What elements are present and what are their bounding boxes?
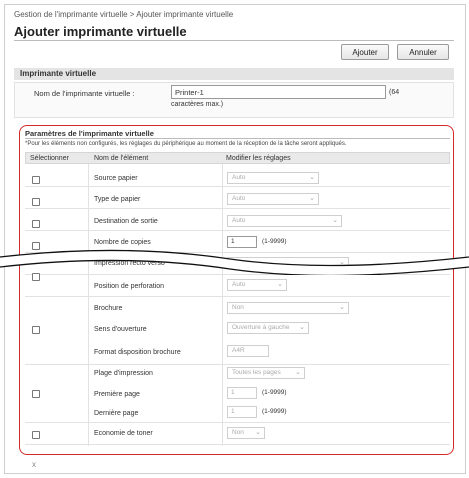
select-checkbox[interactable] [32,176,40,184]
copies-input[interactable]: 1 [227,236,257,248]
title-divider [14,40,454,41]
col-item-name: Nom de l'élément [94,155,149,162]
last-page-input[interactable]: 1 [227,406,257,418]
select-value: Non [232,304,244,311]
select-checkbox[interactable] [32,390,40,398]
printer-name-hint: (64 [389,89,400,96]
item-label: Plage d'impression [94,370,153,377]
item-label: Format disposition brochure [94,349,181,356]
chevron-down-icon: ⌄ [295,369,301,376]
chevron-down-icon: ⌄ [309,195,315,202]
page-title: Ajouter imprimante virtuelle [14,24,187,39]
item-label: Source papier [94,175,138,182]
chevron-down-icon: ⌄ [339,304,345,311]
select-value: Ouverture à gauche [232,324,290,331]
select-value: Toutes les pages [232,369,281,376]
chevron-down-icon: ⌄ [309,174,315,181]
chevron-down-icon: ⌄ [299,324,305,331]
printer-name-label: Nom de l'imprimante virtuelle : [34,89,135,98]
select-checkbox[interactable] [32,198,40,206]
item-label: Première page [94,391,140,398]
select-value: Non [232,429,244,436]
chevron-down-icon: ⌄ [277,281,283,288]
select-value: Auto [232,174,246,181]
breadcrumb[interactable]: Gestion de l'imprimante virtuelle > Ajouter imprimante virtuelle [14,10,234,19]
setting-select[interactable] [227,172,319,184]
chevron-down-icon: ⌄ [332,217,338,224]
col-select: Sélectionner [30,155,69,162]
item-label: Sens d'ouverture [94,326,147,333]
table-header [25,152,450,164]
item-label: Economie de toner [94,430,153,437]
select-checkbox[interactable] [32,431,40,439]
add-button[interactable]: Ajouter [341,44,389,60]
select-checkbox[interactable] [32,326,40,334]
item-label: Position de perforation [94,283,165,290]
first-page-range: (1-9999) [262,389,287,396]
item-label: Nombre de copies [94,239,151,246]
printer-name-hint-cont: caractères max.) [171,101,224,108]
setting-select[interactable] [227,345,269,357]
chevron-down-icon: ⌄ [255,429,261,436]
page-break-divider [0,245,469,275]
cancel-button[interactable]: Annuler [397,44,449,60]
item-label: Brochure [94,305,123,312]
setting-select[interactable] [227,302,349,314]
params-note: *Pour les éléments non configurés, les réglages du périphérique au moment de la réception de la tâche seront appliqués. [25,141,347,147]
col-settings: Modifier les réglages [226,155,291,162]
setting-select[interactable] [227,427,265,439]
setting-select[interactable] [227,215,342,227]
first-page-input[interactable]: 1 [227,387,257,399]
select-value: A4R [232,347,245,354]
close-icon: x [32,460,36,469]
setting-select[interactable] [227,193,319,205]
copies-range: (1-9999) [262,238,287,245]
printer-name-input[interactable]: Printer-1 [171,85,386,99]
item-label: Dernière page [94,410,139,417]
select-value: Auto [232,281,246,288]
last-page-range: (1-9999) [262,408,287,415]
setting-select[interactable] [227,367,305,379]
params-divider [25,138,450,139]
chevron-down-icon: ⌄ [339,259,345,266]
params-title: Paramètres de l'imprimante virtuelle [25,129,154,138]
item-label: Type de papier [94,196,141,203]
select-value: Auto [232,195,246,202]
select-value: Auto [232,217,246,224]
setting-select[interactable] [227,322,309,334]
item-label: Destination de sortie [94,218,158,225]
item-label: Impression recto verso [94,260,165,267]
select-checkbox[interactable] [32,220,40,228]
section-header: Imprimante virtuelle [14,68,454,80]
setting-select[interactable] [227,279,287,291]
